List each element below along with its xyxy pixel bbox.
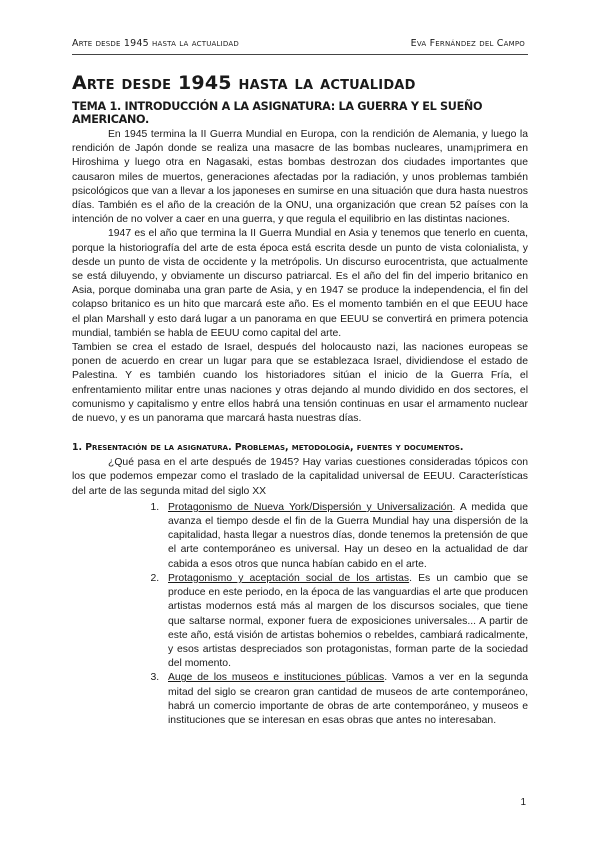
chapter-heading: TEMA 1. INTRODUCCIÓN A LA ASIGNATURA: LA GUERRA Y EL SUEÑO AMERICANO. xyxy=(72,100,483,126)
header-rule xyxy=(72,54,528,55)
list-item xyxy=(162,501,528,572)
list-item-heading: Auge de los museos e instituciones públicas xyxy=(168,672,385,684)
document-title: Arte desde 1945 hasta la actualidad xyxy=(72,72,416,94)
running-header-left: Arte desde 1945 hasta la actualidad xyxy=(72,38,239,49)
section-heading: 1. Presentación de la asignatura. Problemas, metodología, fuentes y documentos. xyxy=(72,442,464,454)
page-number: 1 xyxy=(520,797,526,808)
running-header-right: Eva Fernández del Campo xyxy=(410,38,525,49)
list-item-body: . Es un cambio que se produce en este periodo, en la época de las vanguardias el arte que producen artistas modernos está más al margen de los discursos sociales, que tiene que saltarse normal, exponer fuera de exposiciones universales... A partir de este año, está visión de artistas bohemios o rebeldes, cambiará radicalmente, y esos artistas despreciados son protagonistas, forman parte de la sociedad del momento. xyxy=(168,572,528,670)
page-body xyxy=(72,72,528,728)
list-item-heading: Protagonismo de Nueva York/Dispersión y Universalización xyxy=(168,501,453,513)
list-item-body: . Vamos a ver en la segunda mitad del siglo se crearon gran cantidad de museos de arte contemporáneo, habrá un comercio importante de obras de arte contemporáneo, y museos e instituciones que se interesan en esas obras que antes no interesaban. xyxy=(168,672,528,726)
characteristics-list xyxy=(72,501,528,728)
paragraph-1: En 1945 termina la II Guerra Mundial en Europa, con la rendición de Alemania, y luego la rendición de Japón donde se realiza una masacre de las bombas nucleares, unam¡primera en Hiroshima y luego otra en Nagasaki, estas bombas destrozan dos ciudades importantes que causaron miles de muertos, generaciones afectadas por la radiación, y unos problemas también psicológicos que van a llevar a los japoneses en sumirse en una situación que dura hasta nuestros días. También es el año de la creación de la ONU, una organización que crean 52 países con la intención de no volver a caer en una guerra, y que regula el equilibrio en las distintas naciones. xyxy=(72,129,528,226)
paragraph-3: Tambien se crea el estado de Israel, después del holocausto nazi, las naciones europeas se ponen de acuerdo en crear un lugar para que se establezaca Israel, dividiendose el estado de Palestina. Y es también cuando los historiadores sitúan el inicio de la Guerra Fría, el enfrentamiento militar entre unas naciones y otras dejando al mundo dividido en dos sectores, el comunismo y capitalismo y entre ellos habrá una tensión continuas en usar el armamento nuclear de nuevo, y es un panorama que marcará hasta nuestras días. xyxy=(72,342,528,425)
list-item xyxy=(162,671,528,728)
list-item-body: . A medida que avanza el tiempo desde el fin de la Guerra Mundial hay una dispersión de la capitalidad, hasta llegar a nuestros días, donde tenemos la pretensión de que el arte contemporáneo es universal. Hay un deseo en la actualidad de dar cabida a esos otros que nunca habían cabido en el arte. xyxy=(168,501,528,570)
list-item-heading: Protagonismo y aceptación social de los artistas xyxy=(168,572,410,584)
section-intro: ¿Qué pasa en el arte después de 1945? Hay varias cuestiones consideradas tópicos con los que podemos empezar como el traslado de la capitalidad universal de EEUU. Características del arte de las segunda mitad del siglo XX xyxy=(72,457,528,497)
paragraph-2: 1947 es el año que termina la II Guerra Mundial en Asia y tenemos que tenerlo en cuenta, porque la historiografía del arte de esta época está escrita desde un punto de vista colonialista, y desde un punto de vista de occidente y la metrópolis. Un discurso eurocentrista, que actualmente se está diluyendo, y obviamente un discurso patriarcal. Es el año del fin del imperio britanico en Asia, porque dominaba una gran parte de Asia, y en 1947 se produce la independencia, el fin del colapso britanico es un hito que marcará este año. Es el momento también en el que EEUU hace el plan Marshall y esto dará lugar a un panorama en que EEUU se convertirá en primera potencia mundial, también se habla de EEUU como capital del arte. xyxy=(72,228,528,339)
list-item xyxy=(162,572,528,671)
